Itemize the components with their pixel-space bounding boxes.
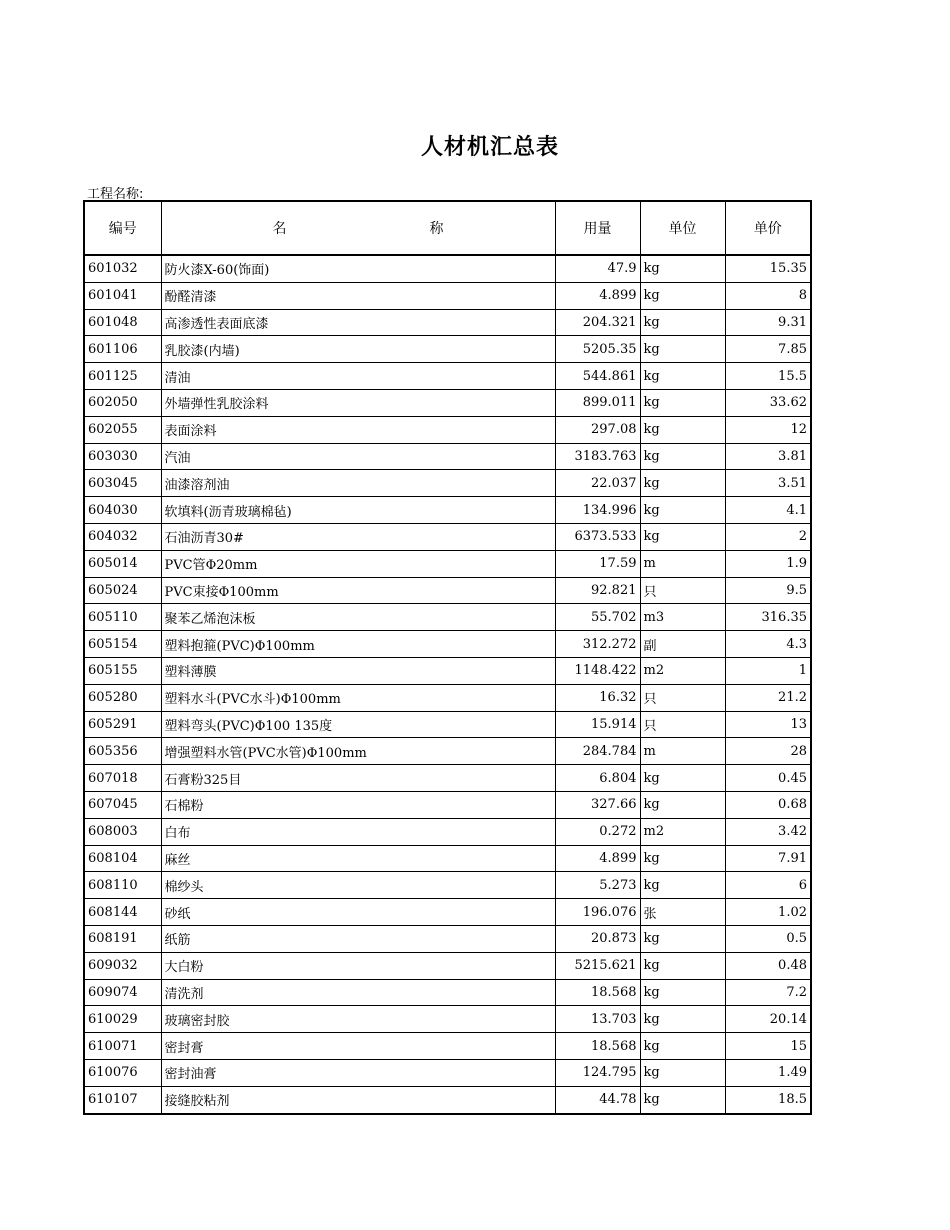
table-row: [84, 979, 811, 1006]
cell-qty: 22.037: [555, 470, 640, 497]
cell-unit: 副: [640, 631, 725, 658]
cell-name: 塑料薄膜: [161, 657, 555, 684]
cell-name: 软填料(沥青玻璃棉毡): [161, 497, 555, 524]
cell-price: 7.2: [725, 979, 811, 1006]
cell-qty: 18.568: [555, 1033, 640, 1060]
cell-unit: kg: [640, 255, 725, 282]
cell-code: 604030: [84, 497, 161, 524]
table-row: [84, 631, 811, 658]
cell-name: 高渗透性表面底漆: [161, 309, 555, 336]
cell-unit: kg: [640, 765, 725, 792]
cell-name: 玻璃密封胶: [161, 1006, 555, 1033]
table-row: [84, 497, 811, 524]
cell-name: 棉纱头: [161, 872, 555, 899]
cell-qty: 0.272: [555, 818, 640, 845]
cell-qty: 134.996: [555, 497, 640, 524]
cell-price: 15.5: [725, 363, 811, 390]
cell-price: 12: [725, 416, 811, 443]
cell-code: 602055: [84, 416, 161, 443]
cell-code: 608104: [84, 845, 161, 872]
cell-price: 21.2: [725, 684, 811, 711]
cell-unit: kg: [640, 1059, 725, 1086]
cell-qty: 312.272: [555, 631, 640, 658]
cell-code: 607045: [84, 791, 161, 818]
cell-name: 增强塑料水管(PVC水管)Φ100mm: [161, 738, 555, 765]
cell-code: 601032: [84, 255, 161, 282]
cell-price: 0.48: [725, 952, 811, 979]
cell-qty: 124.795: [555, 1059, 640, 1086]
cell-unit: kg: [640, 470, 725, 497]
cell-price: 7.91: [725, 845, 811, 872]
cell-name: 石膏粉325目: [161, 765, 555, 792]
cell-qty: 4.899: [555, 282, 640, 309]
cell-price: 4.3: [725, 631, 811, 658]
summary-table: [83, 200, 812, 1115]
cell-name: 表面涂料: [161, 416, 555, 443]
cell-unit: kg: [640, 523, 725, 550]
cell-price: 0.68: [725, 791, 811, 818]
cell-unit: kg: [640, 416, 725, 443]
cell-name: 麻丝: [161, 845, 555, 872]
cell-qty: 17.59: [555, 550, 640, 577]
cell-code: 605291: [84, 711, 161, 738]
cell-name: PVC管Φ20mm: [161, 550, 555, 577]
cell-code: 610107: [84, 1086, 161, 1113]
table-row: [84, 845, 811, 872]
cell-price: 7.85: [725, 336, 811, 363]
cell-price: 20.14: [725, 1006, 811, 1033]
cell-qty: 5215.621: [555, 952, 640, 979]
table-row: [84, 363, 811, 390]
table-row: [84, 684, 811, 711]
cell-unit: kg: [640, 282, 725, 309]
cell-name: 汽油: [161, 443, 555, 470]
cell-unit: m: [640, 550, 725, 577]
cell-qty: 284.784: [555, 738, 640, 765]
cell-code: 605024: [84, 577, 161, 604]
cell-price: 8: [725, 282, 811, 309]
cell-name: 外墙弹性乳胶涂料: [161, 389, 555, 416]
table-row: [84, 309, 811, 336]
cell-price: 6: [725, 872, 811, 899]
table-row: [84, 925, 811, 952]
cell-name: 酚醛清漆: [161, 282, 555, 309]
cell-qty: 899.011: [555, 389, 640, 416]
cell-code: 605356: [84, 738, 161, 765]
cell-code: 602050: [84, 389, 161, 416]
cell-unit: kg: [640, 952, 725, 979]
cell-unit: kg: [640, 979, 725, 1006]
cell-unit: kg: [640, 872, 725, 899]
table-header-row: [84, 201, 811, 255]
table-row: [84, 765, 811, 792]
cell-qty: 18.568: [555, 979, 640, 1006]
cell-unit: kg: [640, 443, 725, 470]
cell-unit: m3: [640, 604, 725, 631]
header-code: 编号: [84, 201, 161, 255]
cell-unit: m2: [640, 657, 725, 684]
cell-qty: 204.321: [555, 309, 640, 336]
cell-price: 1.02: [725, 899, 811, 926]
cell-unit: kg: [640, 363, 725, 390]
cell-qty: 5.273: [555, 872, 640, 899]
cell-price: 1: [725, 657, 811, 684]
table-row: [84, 282, 811, 309]
cell-price: 15.35: [725, 255, 811, 282]
cell-price: 9.31: [725, 309, 811, 336]
project-name-label: 工程名称:: [87, 187, 144, 202]
cell-unit: kg: [640, 1033, 725, 1060]
cell-qty: 5205.35: [555, 336, 640, 363]
header-name: [161, 201, 555, 255]
cell-qty: 4.899: [555, 845, 640, 872]
cell-code: 605280: [84, 684, 161, 711]
cell-unit: kg: [640, 497, 725, 524]
cell-unit: kg: [640, 336, 725, 363]
header-qty: 用量: [555, 201, 640, 255]
table-row: [84, 738, 811, 765]
cell-qty: 13.703: [555, 1006, 640, 1033]
cell-code: 603030: [84, 443, 161, 470]
cell-qty: 92.821: [555, 577, 640, 604]
page-title: 人材机汇总表: [420, 135, 559, 160]
header-name-left: 名: [272, 221, 287, 237]
cell-code: 605154: [84, 631, 161, 658]
cell-qty: 15.914: [555, 711, 640, 738]
cell-unit: 只: [640, 684, 725, 711]
table-row: [84, 523, 811, 550]
cell-code: 601106: [84, 336, 161, 363]
table-row: [84, 1086, 811, 1113]
cell-code: 607018: [84, 765, 161, 792]
cell-qty: 544.861: [555, 363, 640, 390]
cell-unit: kg: [640, 309, 725, 336]
cell-price: 28: [725, 738, 811, 765]
cell-name: 白布: [161, 818, 555, 845]
cell-qty: 47.9: [555, 255, 640, 282]
cell-qty: 196.076: [555, 899, 640, 926]
header-unit: 单位: [640, 201, 725, 255]
cell-price: 0.45: [725, 765, 811, 792]
table-row: [84, 899, 811, 926]
cell-name: 密封油膏: [161, 1059, 555, 1086]
cell-code: 610029: [84, 1006, 161, 1033]
cell-price: 9.5: [725, 577, 811, 604]
cell-qty: 327.66: [555, 791, 640, 818]
cell-price: 316.35: [725, 604, 811, 631]
cell-qty: 20.873: [555, 925, 640, 952]
header-name-right: 称: [429, 221, 444, 237]
cell-code: 608144: [84, 899, 161, 926]
cell-name: 石棉粉: [161, 791, 555, 818]
table-row: [84, 711, 811, 738]
table-row: [84, 1033, 811, 1060]
cell-unit: m: [640, 738, 725, 765]
cell-name: 塑料水斗(PVC水斗)Φ100mm: [161, 684, 555, 711]
cell-unit: 只: [640, 577, 725, 604]
cell-name: PVC束接Φ100mm: [161, 577, 555, 604]
table-row: [84, 818, 811, 845]
table-row: [84, 657, 811, 684]
cell-code: 605110: [84, 604, 161, 631]
cell-name: 聚苯乙烯泡沫板: [161, 604, 555, 631]
cell-unit: 只: [640, 711, 725, 738]
cell-price: 2: [725, 523, 811, 550]
cell-code: 603045: [84, 470, 161, 497]
cell-qty: 297.08: [555, 416, 640, 443]
header-price: 单价: [725, 201, 811, 255]
cell-qty: 3183.763: [555, 443, 640, 470]
cell-qty: 1148.422: [555, 657, 640, 684]
table-row: [84, 577, 811, 604]
cell-price: 4.1: [725, 497, 811, 524]
cell-price: 1.9: [725, 550, 811, 577]
cell-code: 601048: [84, 309, 161, 336]
cell-price: 13: [725, 711, 811, 738]
cell-code: 610076: [84, 1059, 161, 1086]
table-row: [84, 416, 811, 443]
cell-name: 接缝胶粘剂: [161, 1086, 555, 1113]
table-row: [84, 470, 811, 497]
cell-unit: 张: [640, 899, 725, 926]
cell-name: 清洗剂: [161, 979, 555, 1006]
cell-unit: m2: [640, 818, 725, 845]
table-row: [84, 952, 811, 979]
cell-name: 清油: [161, 363, 555, 390]
cell-unit: kg: [640, 1086, 725, 1113]
cell-unit: kg: [640, 1006, 725, 1033]
cell-price: 3.51: [725, 470, 811, 497]
table-row: [84, 255, 811, 282]
cell-code: 609032: [84, 952, 161, 979]
cell-price: 15: [725, 1033, 811, 1060]
cell-code: 601125: [84, 363, 161, 390]
cell-qty: 16.32: [555, 684, 640, 711]
cell-unit: kg: [640, 845, 725, 872]
cell-code: 605014: [84, 550, 161, 577]
cell-name: 大白粉: [161, 952, 555, 979]
cell-code: 604032: [84, 523, 161, 550]
cell-name: 塑料弯头(PVC)Φ100 135度: [161, 711, 555, 738]
cell-code: 608003: [84, 818, 161, 845]
cell-name: 石油沥青30#: [161, 523, 555, 550]
table-row: [84, 604, 811, 631]
table-row: [84, 389, 811, 416]
cell-price: 3.42: [725, 818, 811, 845]
cell-name: 油漆溶剂油: [161, 470, 555, 497]
table-row: [84, 443, 811, 470]
table-row: [84, 1006, 811, 1033]
cell-price: 1.49: [725, 1059, 811, 1086]
cell-name: 乳胶漆(内墙): [161, 336, 555, 363]
cell-unit: kg: [640, 791, 725, 818]
cell-code: 608110: [84, 872, 161, 899]
cell-code: 608191: [84, 925, 161, 952]
cell-price: 3.81: [725, 443, 811, 470]
cell-name: 防火漆X-60(饰面): [161, 255, 555, 282]
cell-qty: 6.804: [555, 765, 640, 792]
table-row: [84, 550, 811, 577]
cell-qty: 44.78: [555, 1086, 640, 1113]
cell-qty: 55.702: [555, 604, 640, 631]
cell-price: 18.5: [725, 1086, 811, 1113]
cell-code: 601041: [84, 282, 161, 309]
cell-qty: 6373.533: [555, 523, 640, 550]
cell-price: 33.62: [725, 389, 811, 416]
cell-name: 塑料抱箍(PVC)Φ100mm: [161, 631, 555, 658]
cell-code: 605155: [84, 657, 161, 684]
cell-unit: kg: [640, 925, 725, 952]
cell-code: 610071: [84, 1033, 161, 1060]
table-row: [84, 336, 811, 363]
table-row: [84, 791, 811, 818]
cell-price: 0.5: [725, 925, 811, 952]
table-row: [84, 872, 811, 899]
cell-name: 密封膏: [161, 1033, 555, 1060]
cell-name: 纸筋: [161, 925, 555, 952]
cell-unit: kg: [640, 389, 725, 416]
table-row: [84, 1059, 811, 1086]
cell-code: 609074: [84, 979, 161, 1006]
cell-name: 砂纸: [161, 899, 555, 926]
